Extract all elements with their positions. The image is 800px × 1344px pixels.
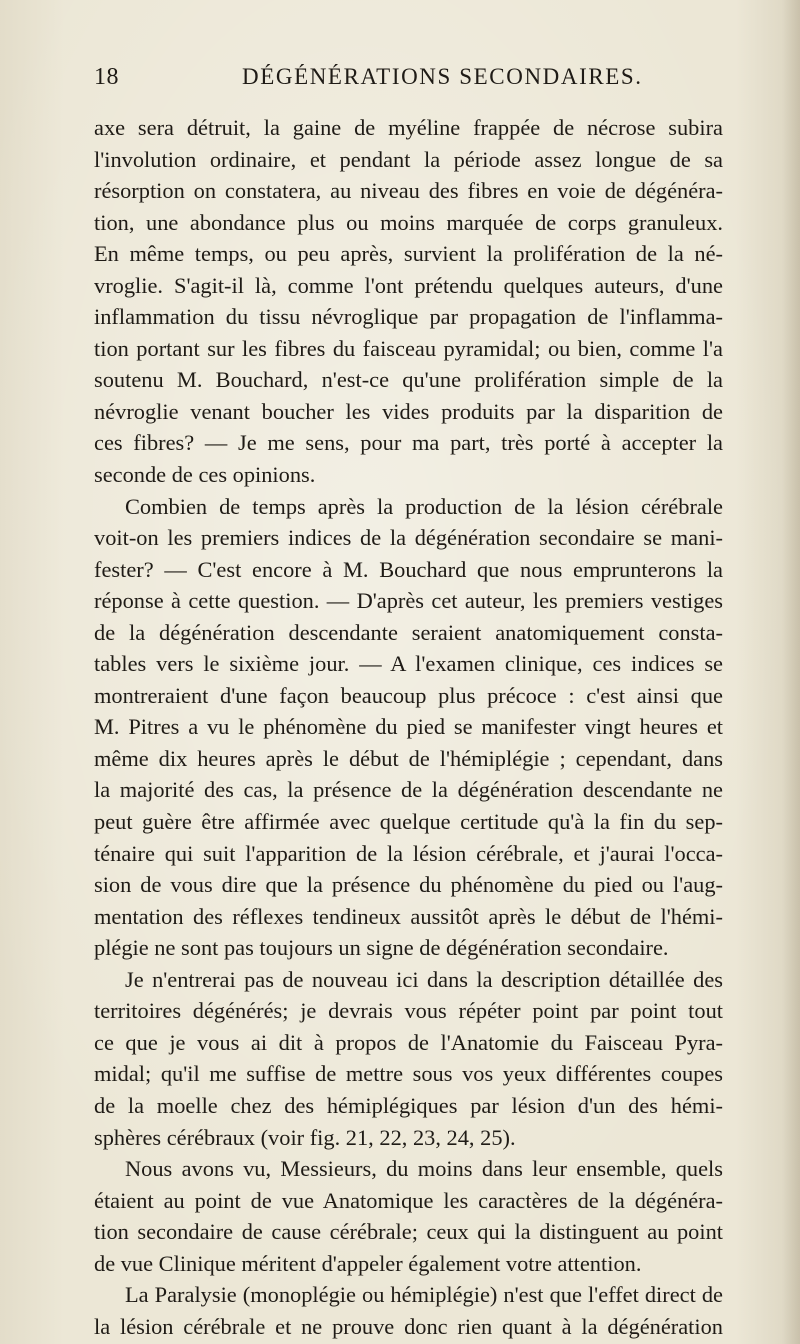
text-line: En même temps, ou peu après, survient la prolifération de la né-: [94, 241, 723, 267]
text-line: vroglie. S'agit-il là, comme l'ont prétendu quelques auteurs, d'une: [94, 272, 723, 298]
running-title: DÉGÉNÉRATIONS SECONDAIRES.: [242, 64, 643, 89]
text-line: de la dégénération descendante seraient anatomiquement consta-: [94, 619, 723, 645]
body-text: [94, 112, 723, 1342]
page-number: 18: [94, 64, 119, 90]
text-line: réponse à cette question. — D'après cet auteur, les premiers vestiges: [94, 588, 723, 614]
text-line: l'involution ordinaire, et pendant la période assez longue de sa: [94, 146, 723, 172]
text-line: Je n'entrerai pas de nouveau ici dans la description détaillée des: [125, 966, 723, 992]
paragraph: [94, 1153, 723, 1279]
text-line: de la moelle chez des hémiplégiques par lésion d'un des hémi-: [94, 1092, 723, 1118]
text-line: midal; qu'il me suffise de mettre sous vos yeux différentes coupes: [94, 1061, 723, 1087]
text-line: territoires dégénérés; je devrais vous répéter point par point tout: [94, 998, 723, 1024]
text-line: de vue Clinique méritent d'appeler également votre attention.: [94, 1250, 642, 1276]
text-line: fester? — C'est encore à M. Bouchard que nous emprunterons la: [94, 556, 723, 582]
paragraph: [94, 112, 723, 491]
page-edge-shadow: [782, 0, 800, 1344]
page-header: [94, 60, 694, 94]
text-line: ténaire qui suit l'apparition de la lésion cérébrale, et j'aurai l'occa-: [94, 840, 723, 866]
text-line: tion, une abondance plus ou moins marquée de corps granuleux.: [94, 209, 723, 235]
text-line: tion secondaire de cause cérébrale; ceux qui la distinguent au point: [94, 1219, 723, 1245]
text-line: peut guère être affirmée avec quelque certitude qu'à la fin du sep-: [94, 809, 723, 835]
text-line: névroglie venant boucher les vides produits par la disparition de: [94, 398, 723, 424]
text-line: seconde de ces opinions.: [94, 462, 316, 488]
text-line: mentation des réflexes tendineux aussitôt après le début de l'hémi-: [94, 903, 723, 929]
text-line: inflammation du tissu névroglique par propagation de l'inflamma-: [94, 304, 723, 330]
paragraph: [94, 491, 723, 964]
text-line: résorption on constatera, au niveau des fibres en voie de dégénéra-: [94, 178, 723, 204]
text-line: sion de vous dire que la présence du phénomène du pied ou l'aug-: [94, 872, 723, 898]
text-line: M. Pitres a vu le phénomène du pied se manifester vingt heures et: [94, 714, 723, 740]
text-line: ces fibres? — Je me sens, pour ma part, très porté à accepter la: [94, 430, 723, 456]
paragraph: [94, 1279, 723, 1342]
text-line: même dix heures après le début de l'hémiplégie ; cependant, dans: [94, 745, 723, 771]
text-line: la majorité des cas, la présence de la dégénération descendante ne: [94, 777, 723, 803]
paragraph: [94, 964, 723, 1153]
text-line: tables vers le sixième jour. — A l'examen clinique, ces indices se: [94, 651, 723, 677]
text-line: soutenu M. Bouchard, n'est-ce qu'une prolifération simple de la: [94, 367, 723, 393]
text-line: La Paralysie (monoplégie ou hémiplégie) n'est que l'effet direct de: [125, 1282, 723, 1308]
text-line: voit-on les premiers indices de la dégénération secondaire se mani-: [94, 525, 723, 551]
text-line: Combien de temps après la production de la lésion cérébrale: [125, 493, 723, 519]
text-line: plégie ne sont pas toujours un signe de dégénération secondaire.: [94, 935, 669, 961]
text-line: la lésion cérébrale et ne prouve donc rien quant à la dégénération: [94, 1313, 723, 1339]
text-line: axe sera détruit, la gaine de myéline frappée de nécrose subira: [94, 115, 723, 140]
text-line: sphères cérébraux (voir fig. 21, 22, 23, 24, 25).: [94, 1124, 516, 1150]
text-line: Nous avons vu, Messieurs, du moins dans leur ensemble, quels: [125, 1156, 723, 1182]
text-line: tion portant sur les fibres du faisceau pyramidal; ou bien, comme l'a: [94, 335, 723, 361]
text-line: ce que je vous ai dit à propos de l'Anatomie du Faisceau Pyra-: [94, 1029, 723, 1055]
text-line: étaient au point de vue Anatomique les caractères de la dégénéra-: [94, 1187, 723, 1213]
text-line: montreraient d'une façon beaucoup plus précoce : c'est ainsi que: [94, 682, 723, 708]
